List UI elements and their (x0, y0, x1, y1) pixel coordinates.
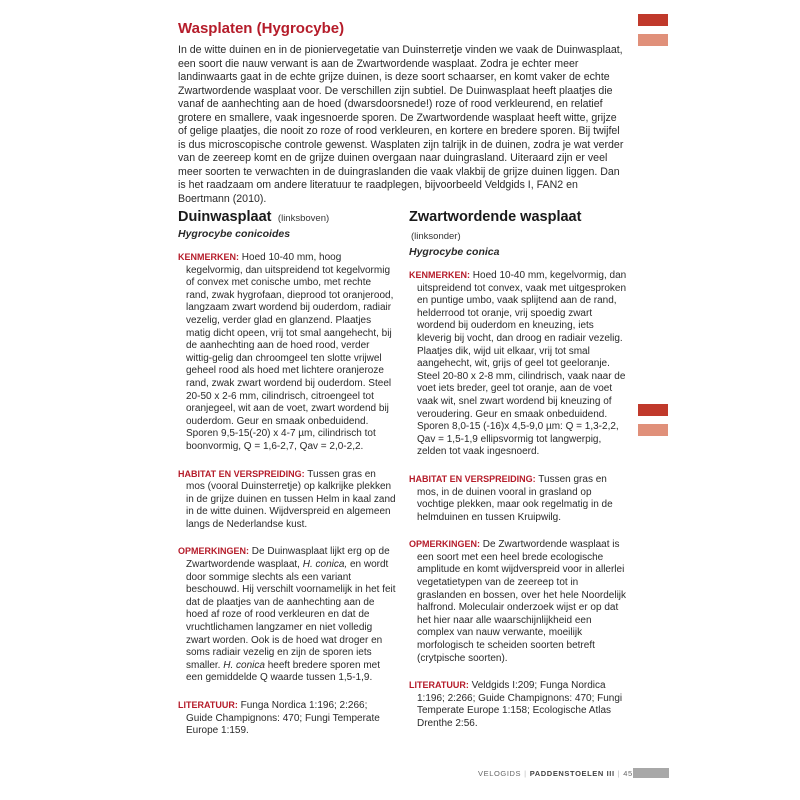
species-column-left (178, 208, 396, 752)
section-text: Tussen gras en mos, in de duinen vooral in grasland op vochtige plekken, maar ook regelmatig in de helmduinen en tussen Kruipwilg. (417, 473, 613, 523)
species-name: Zwartwordende wasplaat (409, 209, 582, 225)
section-text: Tussen gras en mos (vooral Duinsterretje) op kalkrijke plekken in de grijze duinen en tussen Helm in kaal zand in de witte duinen. Wijdverspreid en algemeen langs de Nederlandse kust. (186, 468, 396, 530)
section-label: LITERATUUR: (409, 680, 469, 691)
footer-separator: | (524, 769, 527, 778)
footer-bar (633, 768, 669, 778)
tab-marker-top-dark (638, 14, 668, 26)
section-label: KENMERKEN: (178, 252, 240, 262)
species-column-right (409, 208, 627, 745)
section-text: Hoed 10-40 mm, kegelvormig, dan uitspreidend tot convex, vaak met uitgesproken en puntige umbo, vaak splijtend aan de rand, helderrood tot oranje, vrij spoedig zwart wordend bij ouderdom en kneuzing, iets kleverig bij vocht, dan droog en radiair vezelig. Plaatjes dik, wijd uit elkaar, vrij tot smal aangehecht, wit, grijs of geel tot geeloranje. Steel 20-80 x 2-8 mm, cilindrisch, vaak naar de voet iets breder, geel tot oranje, aan de voet vaak wit, snel zwart wordend bij kneuzing of veroudering. Geur en smaak onbeduidend. Sporen 8,0-15 (-16)x 4,5-9,0 µm: Q = 1,3-2,2, Qav = 1,5-1,9 ellipsvormig tot langwerpig, zelden tot vaak ingesnoerd. (417, 270, 627, 458)
section-opmerkingen (409, 538, 627, 665)
page-number: 45 (623, 769, 633, 778)
page-title: Wasplaten (Hygrocybe) (178, 20, 345, 37)
section-text: heeft bredere sporen met een gemiddelde Q waarde tussen 1,5-1,9. (186, 659, 380, 684)
section-text: De Zwartwordende wasplaat is een soort met een heel brede ecologische amplitude en komt wijdverspreid voor in allerlei vegetatietypen van de zeereep tot in graslanden en bossen, over het hele Noordelijk halfrond. Moleculair onderzoek wijst er op dat het hier naar alle waarschijnlijkheid een complex van nauw verwante, moeilijk morfologisch te scheiden soorten betreft (crytpische soorten). (417, 539, 627, 664)
section-label: OPMERKINGEN: (178, 546, 250, 557)
footer-series: VELOGIDS (478, 769, 522, 778)
page-footer (478, 769, 633, 778)
latin-name: Hygrocybe conica (409, 246, 500, 258)
section-kenmerken (409, 269, 627, 459)
section-label: KENMERKEN: (409, 270, 471, 280)
section-text: Hoed 10-40 mm, hoog kegelvormig, dan uitspreidend tot kegelvormig of convex met conische umbo, met rechte rand, zwak hygrofaan, dieprood tot oranjerood, langzaam zwart wordend bij ouderdom, radiair vezelig, verder glad en glanzend. Plaatjes matig dicht opeen, vrij tot smal aangehecht, bij de aanhechting aan de hoed rood, verder wittig-gelig dan chroomgeel ten slotte vrijwel geheel rood als hoed met lichtere oranjeroze rand, zwak zwart wordend bij ouderdom. Steel 20-50 x 2-6 mm, cilindrisch, citroengeel tot oranjegeel, wit aan de voet, zwart wordend bij ouderdom. Geur en smaak onbeduidend. Sporen 9,5-15(-20) x 4-7 µm, cilindrisch tot boonvormig, Q = 1,6-2,7, Qav = 2,0-2,2. (186, 252, 394, 452)
section-text-italic: H. conica (223, 659, 265, 671)
tab-marker-mid-dark (638, 404, 668, 416)
section-literatuur (409, 679, 627, 730)
section-text-italic: H. conica, (302, 559, 348, 571)
footer-separator: | (617, 769, 621, 778)
section-label: HABITAT EN VERSPREIDING: (178, 468, 305, 479)
section-opmerkingen (178, 545, 396, 685)
footer-title: PADDENSTOELEN III (529, 769, 615, 778)
section-text: Veldgids I:209; Funga Nordica 1:196; 2:266; Guide Champignons: 470; Fungi Temperate Europe 1:158; Ecologische Atlas Drenthe 2:56. (417, 680, 623, 729)
tab-marker-top-light (638, 34, 668, 46)
species-heading (409, 208, 627, 246)
section-habitat (178, 468, 396, 532)
section-text: en wordt door sommige slechts als een variant beschouwd. Hij verschilt voornamelijk in het feit dat de plaatjes van de aanhechting aan de hoed af roze of rood verkleuren en dat de vruchtlichamen langzamer en niet volledig zwart worden. Ook is de hoed wat droger en soms radiair vezelig en zijn de sporen iets smaller. (186, 559, 396, 671)
section-habitat (409, 473, 627, 524)
intro-paragraph: In de witte duinen en in de pioniervegetatie van Duinsterretje vinden we vaak de Duinwasplaat, een soort die nauw verwant is aan de Zwartwordende wasplaat. Zodra je echter meer landinwaarts gaat in de echte grijze duinen, is deze soort schaarser, en komt vaker de echte Zwartwordende wasplaat voor. De verschillen zijn subtiel. De Duinwasplaat heeft plaatjes die vanaf de aanhechting aan de hoed (dwarsdoorsnede!) roze of rood verkleurend, en relatief grotere en smallere, vaak ingesnoerde sporen. De Zwartwordende wasplaat heeft witte, grijze of gelige plaatjes, die nooit zo roze of rood verkleuren, en kortere en bredere sporen. Bij twijfel is dus microscopische controle gewenst. Wasplaten zijn talrijk in de duinen, zodra je wat verder van de zeereep komt en de grijze duinen overgaan naar duingrasland. Uiteraard zijn er veel meer soorten te verwachten in de duingraslanden die vaak vlakbij de grijze duinen liggen. Dan is het raadzaam om andere literatuur te raadplegen, bijvoorbeeld Veldgids I, FAN2 en Boertmann (2010). (178, 44, 624, 206)
photo-position: (linksonder) (411, 231, 461, 242)
tab-marker-mid-light (638, 424, 668, 436)
species-heading (178, 208, 396, 228)
section-text: De Duinwasplaat lijkt erg op de Zwartwordende wasplaat, (186, 546, 390, 571)
species-name: Duinwasplaat (178, 209, 272, 225)
section-label: HABITAT EN VERSPREIDING: (409, 473, 536, 484)
section-kenmerken (178, 251, 396, 454)
section-label: LITERATUUR: (178, 700, 238, 710)
latin-name: Hygrocybe conicoides (178, 228, 291, 240)
section-literatuur (178, 699, 396, 738)
section-label: OPMERKINGEN: (409, 539, 481, 550)
section-text: Funga Nordica 1:196; 2:266; Guide Champignons: 470; Fungi Temperate Europe 1:159. (186, 700, 380, 737)
photo-position: (linksboven) (277, 213, 330, 224)
